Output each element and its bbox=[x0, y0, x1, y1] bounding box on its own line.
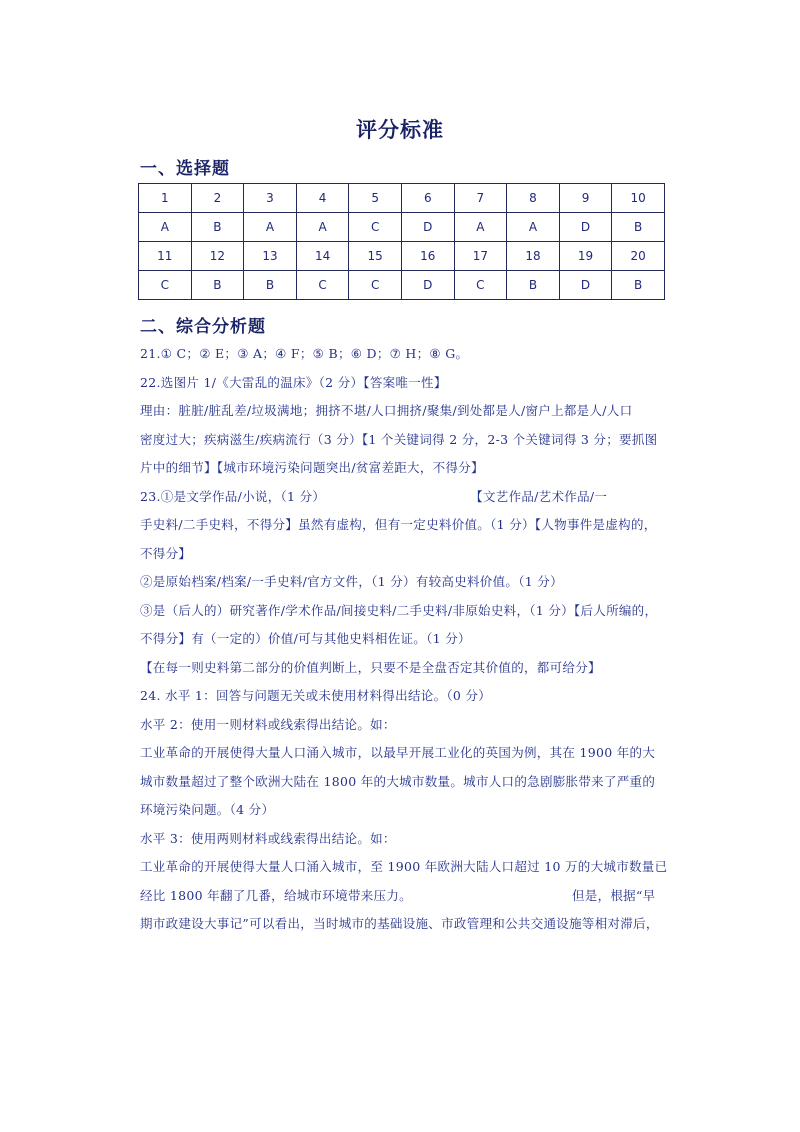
answer-line-q23-e: ③是（后人的）研究著作/学术作品/间接史料/二手史料/非原始史料，（1 分）【后人所编的， bbox=[140, 602, 658, 618]
table-cell: D bbox=[559, 213, 612, 242]
table-cell: 11 bbox=[139, 242, 192, 271]
section-heading-choice: 一、选择题 bbox=[140, 159, 230, 179]
table-cell: 6 bbox=[401, 184, 454, 213]
answer-line-q23-f: 不得分】有（一定的）价值/可与其他史料相佐证。（1 分） bbox=[140, 631, 471, 646]
table-cell: 18 bbox=[507, 242, 560, 271]
table-cell: B bbox=[507, 271, 560, 300]
answer-line-q21: 21.① C；② E；③ A；④ F；⑤ B；⑥ D；⑦ H；⑧ G。 bbox=[140, 346, 469, 361]
table-cell: B bbox=[612, 271, 665, 300]
table-cell: D bbox=[559, 271, 612, 300]
answer-line-q23-a bbox=[140, 483, 670, 512]
answer-line-q23-g: 【在每一则史料第二部分的价值判断上，只要不是全盘否定其价值的，都可给分】 bbox=[140, 659, 601, 675]
table-cell: 9 bbox=[559, 184, 612, 213]
table-cell: C bbox=[349, 271, 402, 300]
answer-line-q22-d: 片中的细节】【城市环境污染问题突出/贫富差距大，不得分】 bbox=[140, 460, 484, 475]
table-cell: A bbox=[296, 213, 349, 242]
table-cell: A bbox=[507, 213, 560, 242]
page-title: 评分标准 bbox=[356, 117, 444, 142]
table-cell: D bbox=[401, 213, 454, 242]
table-row bbox=[139, 242, 665, 271]
table-cell: 10 bbox=[612, 184, 665, 213]
table-cell: A bbox=[139, 213, 192, 242]
table-cell: 13 bbox=[244, 242, 297, 271]
table-cell: 17 bbox=[454, 242, 507, 271]
table-row bbox=[139, 271, 665, 300]
table-cell: D bbox=[401, 271, 454, 300]
answer-line-q24-e: 环境污染问题。（4 分） bbox=[140, 802, 275, 817]
section-heading-analysis: 二、综合分析题 bbox=[140, 317, 266, 337]
answer-line-q24-h-part1: 经比 1800 年翻了几番，给城市环境带来压力。 bbox=[140, 887, 412, 903]
table-cell: 4 bbox=[296, 184, 349, 213]
answer-line-q24-i: 期市政建设大事记”可以看出，当时城市的基础设施、市政管理和公共交通设施等相对滞后， bbox=[140, 916, 659, 931]
table-cell: 7 bbox=[454, 184, 507, 213]
table-cell: A bbox=[454, 213, 507, 242]
answer-line-q23-a-part2: 【文艺作品/艺术作品/一 bbox=[470, 488, 608, 504]
answer-line-q22-a: 22.选图片 1/《大雷乱的温床》（2 分）【答案唯一性】 bbox=[140, 374, 447, 390]
answer-line-q24-f: 水平 3：使用两则材料或线索得出结论。如： bbox=[140, 830, 396, 846]
answer-line-q24-a: 24. 水平 1：回答与问题无关或未使用材料得出结论。（0 分） bbox=[140, 688, 492, 703]
answer-line-q23-b: 手史料/二手史料，不得分】虽然有虚构，但有一定史料价值。（1 分）【人物事件是虚构的， bbox=[140, 517, 657, 532]
answer-line-q24-g: 工业革命的开展使得大量人口涌入城市，至 1900 年欧洲大陆人口超过 10 万的大城市数量已 bbox=[140, 859, 668, 874]
answer-line-q24-c: 工业革命的开展使得大量人口涌入城市，以最早开展工业化的英国为例，其在 1900 年的大 bbox=[140, 745, 656, 760]
table-cell: C bbox=[296, 271, 349, 300]
answer-line-q24-b: 水平 2：使用一则材料或线索得出结论。如： bbox=[140, 716, 396, 732]
table-cell: B bbox=[191, 271, 244, 300]
table-cell: 14 bbox=[296, 242, 349, 271]
table-cell: 2 bbox=[191, 184, 244, 213]
answer-line-q24-h-part2: 但是，根据“早 bbox=[571, 887, 656, 903]
answer-line-q23-d: ②是原始档案/档案/一手史料/官方文件，（1 分）有较高史料价值。（1 分） bbox=[140, 574, 563, 589]
table-cell: 5 bbox=[349, 184, 402, 213]
table-cell: C bbox=[349, 213, 402, 242]
answer-line-q24-h bbox=[140, 882, 670, 911]
table-cell: B bbox=[244, 271, 297, 300]
table-row bbox=[139, 184, 665, 213]
table-row bbox=[139, 213, 665, 242]
answer-line-q22-b: 理由：脏脏/脏乱差/垃圾满地；拥挤不堪/人口拥挤/聚集/到处都是人/窗户上都是人/人口 bbox=[140, 403, 633, 418]
table-cell: 15 bbox=[349, 242, 402, 271]
table-cell: 20 bbox=[612, 242, 665, 271]
table-cell: B bbox=[612, 213, 665, 242]
answer-line-q24-d: 城市数量超过了整个欧洲大陆在 1800 年的大城市数量。城市人口的急剧膨胀带来了严重的 bbox=[140, 773, 656, 789]
table-cell: C bbox=[454, 271, 507, 300]
answer-line-q23-a-part1: 23.①是文学作品/小说，（1 分） bbox=[140, 488, 326, 504]
table-cell: 19 bbox=[559, 242, 612, 271]
answer-table bbox=[138, 183, 665, 300]
answer-line-q23-c: 不得分】 bbox=[140, 545, 192, 561]
table-cell: 8 bbox=[507, 184, 560, 213]
table-cell: 16 bbox=[401, 242, 454, 271]
table-cell: 12 bbox=[191, 242, 244, 271]
table-cell: 3 bbox=[244, 184, 297, 213]
table-cell: C bbox=[139, 271, 192, 300]
table-cell: 1 bbox=[139, 184, 192, 213]
table-cell: B bbox=[191, 213, 244, 242]
table-cell: A bbox=[244, 213, 297, 242]
answer-body bbox=[140, 340, 670, 939]
answer-line-q22-c: 密度过大；疾病滋生/疾病流行（3 分）【1 个关键词得 2 分，2-3 个关键词得 3 分；要抓图 bbox=[140, 431, 658, 447]
